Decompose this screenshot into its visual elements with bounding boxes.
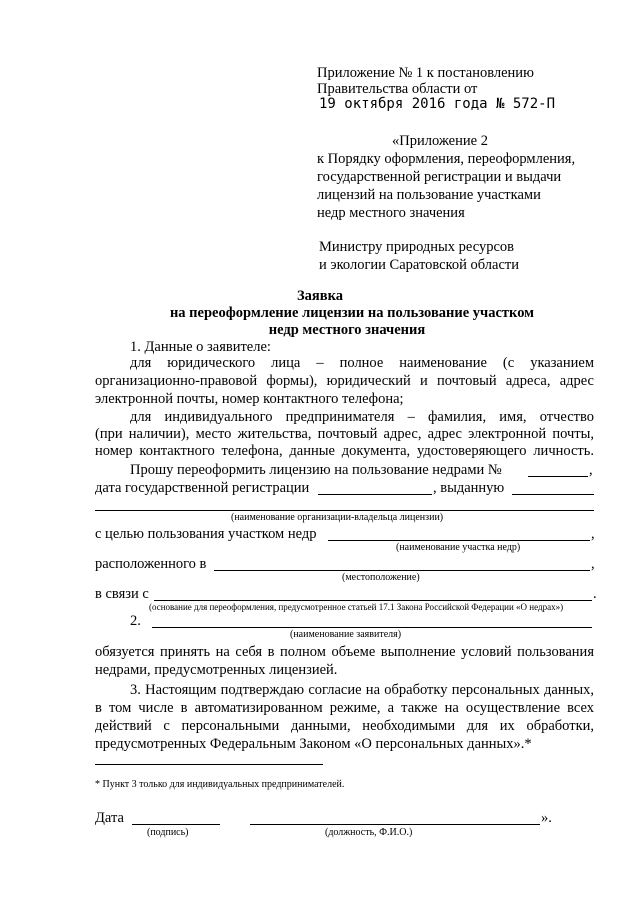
title-line-2: на переоформление лицензии на пользование участком	[169, 305, 535, 321]
section1-legal-line-2: организационно-правовой формы), юридический и почтовый адреса, адрес	[95, 373, 594, 389]
title-line-3: недр местного значения	[268, 322, 426, 338]
signature-field[interactable]	[132, 824, 220, 825]
request-line-1: Прошу переоформить лицензию на пользование недрами №	[130, 462, 502, 478]
license-owner-field[interactable]	[95, 510, 594, 511]
footnote-divider	[95, 764, 323, 765]
section3-line-2: в том числе в автоматизированном режиме, а также на осуществление всех	[95, 700, 594, 716]
section2-number: 2.	[130, 613, 141, 629]
date-label: Дата	[95, 810, 124, 826]
located-label: расположенного в	[95, 556, 207, 572]
caption-applicant: (наименование заявителя)	[290, 629, 402, 640]
location-field[interactable]	[214, 570, 590, 571]
caption-owner: (наименование организации-владельца лицензии)	[231, 512, 444, 523]
license-number-field[interactable]	[528, 476, 588, 477]
section1-ip-line-2: (при наличии), место жительства, почтовый адрес, адрес электронной почты,	[95, 426, 594, 442]
addressee-line-1: Министру природных ресурсов	[319, 239, 514, 255]
registration-date-field[interactable]	[318, 494, 432, 495]
request-line-2a: дата государственной регистрации	[95, 480, 310, 496]
appendix-line-1: «Приложение 2	[392, 133, 488, 149]
caption-location: (местоположение)	[342, 572, 420, 583]
subsoil-site-field[interactable]	[328, 540, 590, 541]
reason-label: в связи с	[95, 586, 149, 602]
caption-site: (наименование участка недр)	[396, 542, 521, 553]
period-1: .	[593, 586, 597, 602]
caption-signature: (подпись)	[147, 827, 189, 838]
section1-heading: 1. Данные о заявителе:	[130, 339, 271, 355]
section2-line-1: обязуется принять на себя в полном объеме выполнение условий пользования	[95, 644, 594, 660]
applicant-name-field[interactable]	[152, 627, 592, 628]
section1-ip-line-3: номер контактного телефона, данные документа, удостоверяющего личность.	[95, 443, 594, 459]
issued-to-field[interactable]	[512, 494, 594, 495]
section1-ip-line-1: для индивидуального предпринимателя – фамилия, имя, отчество	[130, 409, 594, 425]
comma-1: ,	[589, 462, 593, 478]
header-line-1: Приложение № 1 к постановлению	[317, 65, 534, 81]
appendix-line-3: государственной регистрации и выдачи	[317, 169, 562, 185]
request-line-2b: , выданную	[433, 480, 505, 496]
closing-quote: ».	[541, 810, 552, 826]
section3-line-3: действий с персональными данными, необходимыми для их обработки,	[95, 718, 594, 734]
addressee-line-2: и экологии Саратовской области	[319, 257, 519, 273]
footnote: * Пункт 3 только для индивидуальных предпринимателей.	[95, 779, 345, 790]
section1-legal-line-1: для юридического лица – полное наименование (с указанием	[130, 355, 594, 371]
section3-line-4: предусмотренных Федеральным Законом «О персональных данных».*	[95, 736, 532, 752]
position-name-field[interactable]	[250, 824, 540, 825]
caption-reason: (основание для переоформления, предусмотренное статьей 17.1 Закона Российской Федерации «О недрах»)	[149, 602, 564, 612]
purpose-label: с целью пользования участком недр	[95, 526, 317, 542]
caption-position: (должность, Ф.И.О.)	[325, 827, 413, 838]
comma-3: ,	[591, 556, 595, 572]
appendix-line-5: недр местного значения	[317, 205, 465, 221]
section1-legal-line-3: электронной почты, номер контактного телефона;	[95, 391, 404, 407]
title-line-1: Заявка	[297, 288, 343, 304]
appendix-line-4: лицензий на пользование участками	[317, 187, 541, 203]
appendix-line-2: к Порядку оформления, переоформления,	[317, 151, 576, 167]
header-line-2: Правительства области от	[317, 81, 478, 97]
section3-line-1: 3. Настоящим подтверждаю согласие на обработку персональных данных,	[130, 682, 594, 698]
comma-2: ,	[591, 526, 595, 542]
header-line-3: 19 октября 2016 года № 572-П	[319, 96, 556, 112]
section2-line-2: недрами, предусмотренных лицензией.	[95, 662, 338, 678]
